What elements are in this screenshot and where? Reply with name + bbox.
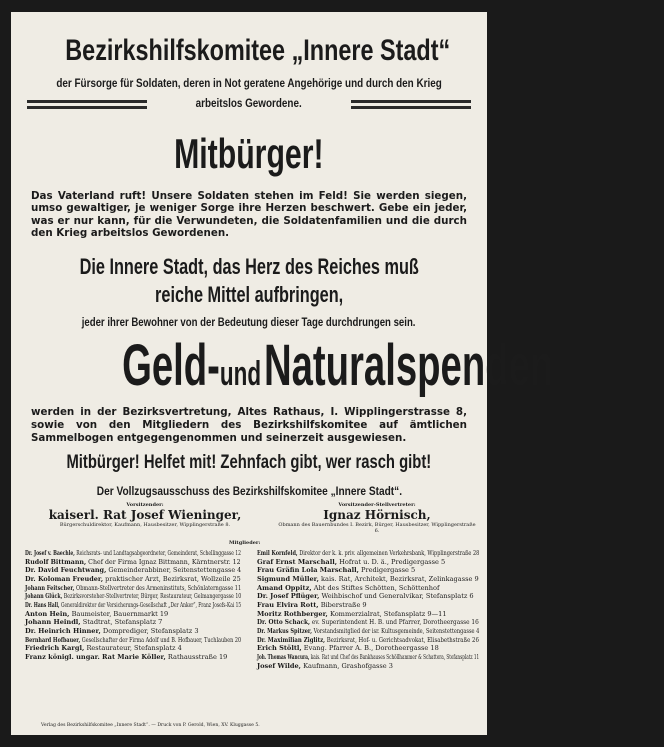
donations-row [11,333,554,413]
member-left-5: Johann Glück, Bezirksvorsteher-Stellvertreter, Bürger, Restaurateur, Gelmangergasse 10 [25,592,242,601]
heart-line-1: Die Innere Stadt, das Herz des Reiches muß [79,254,419,279]
member-left-7: Anton Hein, Baumeister, Bauernmarkt 19 [25,609,169,618]
member-left-3: Dr. Koloman Freuder, praktischer Arzt, Bezirksrat, Wollzeile 25 [25,574,241,583]
chair-block [45,502,245,528]
subtitle-row-1 [11,74,487,92]
member-left-2: Dr. David Feuchtwang, Gemeinderabbiner, Seitenstettengasse 4 [25,566,242,575]
members-right-column [257,549,479,670]
heart-line-2: reiche Mittel aufbringen, [154,282,344,307]
heart-row-2 [11,282,487,308]
subtitle-line-1: der Fürsorge für Soldaten, deren in Not geratene Angehörige und durch den Krieg [56,78,442,90]
member-left-6: Dr. Hans Hall, Generaldirektor der Versicherungs-Gesellschaft „Der Anker“, Franz Josefs-Kai 15 [25,600,242,609]
member-right-12: Joh. Thomas Wancura, kais. Rat und Chef des Bankhauses Schöllhammer & Schattera, Stefansplatz 11 [257,652,480,661]
member-left-11: Friedrich Kargl, Restaurateur, Stefansplatz 4 [25,644,182,653]
member-left-4: Johann Feitscher, Obmann-Stellvertreter des Armeninstituts, Schönlaterngasse 11 [25,583,242,592]
members-left-column [25,549,241,662]
donations-money: Geld- [122,333,220,398]
member-right-7: Moritz Rothberger, Kommerzialrat, Stefansplatz 9—11 [257,609,447,618]
donations-and: und [219,355,262,393]
vice-chair-role: Vorsitzender-Stellvertreter: [338,502,416,508]
heart-row-1 [11,254,487,280]
appeal-paragraph: Das Vaterland ruft! Unsere Soldaten stehen im Feld! Sie werden siegen, umso gewaltiger, je weniger Sorge ihre Herzen beschwert. Gebe ein jeder, was er nur kann, für die Verwundeten, die Soldatenfamilien und die durch den Krieg arbeitslos Gewordenen. [31,190,467,239]
vice-chair-block [277,502,477,534]
member-right-11: Erich Stöltl, Evang. Pfarrer A. B., Dorotheergasse 18 [257,644,439,653]
donations-in-kind: Naturalspenden [263,333,554,398]
title-rule-right [351,100,471,103]
member-right-0: Emil Kornfeld, Direktor der k. k. priv. allgemeinen Verkehrsbank, Wipplingerstraße 28 [257,549,480,557]
chair-detail: Bürgerschuldirektor, Kaufmann, Hausbesitzer, Wipplingerstraße 8. [59,522,231,528]
signature-line: Der Vollzugsausschuss des Bezirkshilfskomitee „Innere Stadt“. [96,486,402,498]
subtitle-row-2 [11,94,487,112]
heart-line-3: jeder ihrer Bewohner von der Bedeutung dieser Tage durchdrungen sein. [82,315,416,329]
committee-title-row [11,34,487,68]
member-right-4: Amand Oppitz, Abt des Stiftes Schötten, Schöttenhof [257,583,440,592]
vice-chair-detail: Obmann des Bauernbundes I. Bezirk, Bürger, Hausbesitzer, Wipplingerstraße 6. [278,522,476,534]
collection-paragraph: werden in der Bezirksvertretung, Altes Rathaus, I. Wipplingerstrasse 8, sowie von den Mitgliedern des Bezirkshilfskomitee auf ämtlichen Sammelbogen entgegengenommen und seinerzeit ausgewiesen. [31,406,467,444]
member-right-1: Graf Ernst Marschall, Hofrat u. D. ä., Predigergasse 5 [257,557,446,566]
members-label: Mitglieder: [229,540,261,546]
member-left-12: Franz königl. ungar. Rat Marie Köller, Rathausstraße 19 [25,652,228,661]
rally-row [11,452,487,474]
member-right-2: Frau Gräfin Lola Marschall, Predigergasse 5 [257,566,416,575]
imprint: Verlag des Bezirkshilfskomitee „Innere Stadt“. — Druck von P. Gerold, Wien, XV. Kluggasse 5. [41,723,260,728]
member-left-8: Johann Heindl, Stadtrat, Stefansplatz 7 [25,618,163,627]
signature-row [11,482,487,500]
headline: Mitbürger! [174,130,324,177]
rally-line: Mitbürger! Helfet mit! Zehnfach gibt, wer rasch gibt! [66,452,432,473]
member-right-9: Dr. Markus Spitzer, Vorstandsmitglied der isr. Kultusgemeinde, Seitenstettengasse 4 [257,626,480,635]
member-right-10: Dr. Maximilian Ziglitz, Bezirksrat, Hof- u. Gerichtsadvokat, Elisabethstraße 26 [257,635,479,644]
member-right-3: Sigmund Müller, kais. Rat, Architekt, Bezirksrat, Zelinkagasse 9 [257,574,479,583]
member-left-0: Dr. Josef v. Baechle, Reichsrats- und Landtagsabgeordneter, Gemeinderat, Schellinggasse 12 [25,549,241,557]
member-right-5: Dr. Josef Pflüger, Weihbischof und Generalvikar, Stefansplatz 6 [257,592,474,601]
committee-title: Bezirkshilfskomitee „Innere Stadt“ [65,34,451,67]
poster-sheet [11,12,554,735]
heart-row-3 [11,313,487,331]
member-left-9: Dr. Heinrich Hinner, Domprediger, Stefansplatz 3 [25,626,199,635]
chair-name: kaiserl. Rat Josef Wieninger, [48,508,242,522]
member-left-10: Bernhard Hofbauer, Gesellschafter der Firma Adolf und B. Hofbauer, Tuchlauben 20 [25,635,242,644]
vice-chair-name: Ignaz Hörnisch, [323,508,431,522]
member-right-8: Dr. Otto Schack, ev. Superintendent H. B. und Pfarrer, Dorotheergasse 16 [257,618,479,627]
member-right-6: Frau Elvira Rott, Biberstraße 9 [257,600,367,609]
member-left-1: Rudolf Bittmann, Chef der Firma Ignaz Bittmann, Kärntnerstr. 12 [25,557,241,566]
chair-role: Vorsitzender: [126,502,164,508]
member-right-13: Josef Wilde, Kaufmann, Grashofgasse 3 [257,661,393,670]
subtitle-line-2: arbeitslos Gewordene. [195,98,303,110]
headline-row [11,130,487,178]
title-rule-right-2 [351,106,471,109]
